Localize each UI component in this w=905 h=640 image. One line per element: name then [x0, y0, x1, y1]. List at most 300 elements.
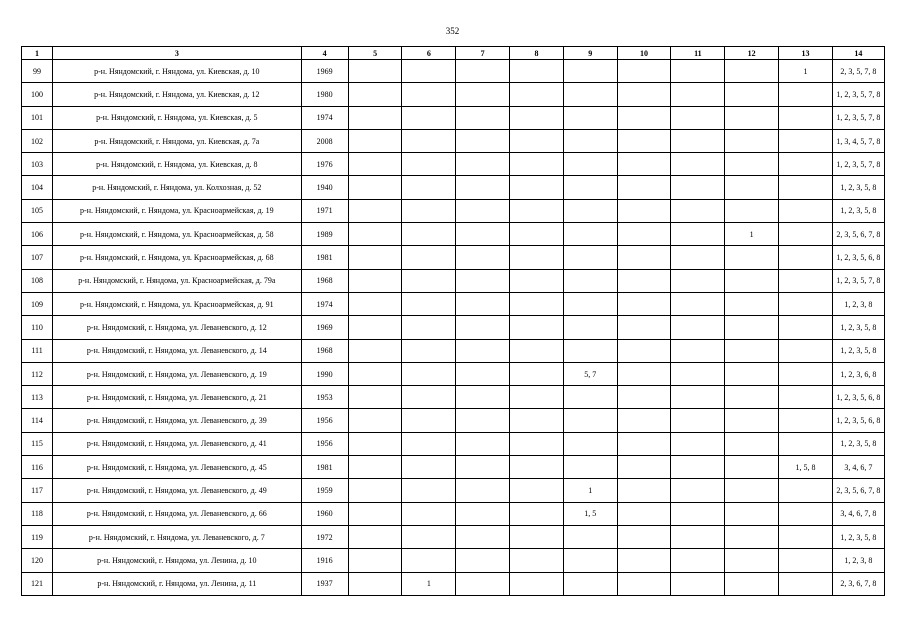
table-cell	[402, 339, 456, 362]
column-header: 4	[301, 47, 348, 60]
table-cell	[617, 316, 671, 339]
row-number-cell: 114	[22, 409, 53, 432]
table-cell	[348, 409, 402, 432]
table-cell	[617, 572, 671, 595]
table-cell	[402, 386, 456, 409]
table-row	[22, 572, 885, 595]
address-cell: р-н. Няндомский, г. Няндома, ул. Ленина, д. 10	[53, 549, 302, 572]
table-cell	[671, 502, 725, 525]
table-cell	[402, 292, 456, 315]
table-row	[22, 292, 885, 315]
table-row	[22, 83, 885, 106]
table-cell	[617, 292, 671, 315]
table-cell	[671, 572, 725, 595]
page-number: 352	[445, 26, 460, 36]
address-cell: р-н. Няндомский, г. Няндома, ул. Леваневского, д. 45	[53, 456, 302, 479]
table-cell	[563, 456, 617, 479]
table-cell	[725, 525, 779, 548]
table-cell	[510, 502, 564, 525]
table-cell	[348, 502, 402, 525]
table-cell	[779, 83, 833, 106]
table-cell	[348, 106, 402, 129]
year-cell: 1953	[301, 386, 348, 409]
table-cell	[348, 199, 402, 222]
table-cell	[725, 572, 779, 595]
table-cell: 2, 3, 5, 6, 7, 8	[832, 223, 884, 246]
row-number-cell: 115	[22, 432, 53, 455]
row-number-cell: 107	[22, 246, 53, 269]
column-header: 1	[22, 47, 53, 60]
table-cell: 1, 2, 3, 5, 8	[832, 316, 884, 339]
table-cell	[671, 129, 725, 152]
table-cell	[563, 525, 617, 548]
table-cell	[402, 409, 456, 432]
column-header: 13	[779, 47, 833, 60]
table-cell	[779, 549, 833, 572]
table-cell	[725, 129, 779, 152]
table-cell	[348, 525, 402, 548]
year-cell: 1981	[301, 246, 348, 269]
year-cell: 1959	[301, 479, 348, 502]
table-cell	[456, 456, 510, 479]
table-cell	[671, 409, 725, 432]
row-number-cell: 104	[22, 176, 53, 199]
table-cell	[671, 432, 725, 455]
table-cell	[456, 292, 510, 315]
building-registry-table	[21, 46, 885, 596]
table-row	[22, 129, 885, 152]
table-cell	[456, 246, 510, 269]
table-cell	[779, 199, 833, 222]
table-cell	[402, 153, 456, 176]
table-cell	[563, 176, 617, 199]
row-number-cell: 108	[22, 269, 53, 292]
table-cell	[402, 246, 456, 269]
table-cell	[671, 153, 725, 176]
table-cell	[725, 246, 779, 269]
table-cell	[617, 83, 671, 106]
table-cell: 1, 5, 8	[779, 456, 833, 479]
table-cell	[456, 83, 510, 106]
row-number-cell: 109	[22, 292, 53, 315]
address-cell: р-н. Няндомский, г. Няндома, ул. Леваневского, д. 21	[53, 386, 302, 409]
year-cell: 1974	[301, 106, 348, 129]
address-cell: р-н. Няндомский, г. Няндома, ул. Леваневского, д. 7	[53, 525, 302, 548]
table-cell	[779, 572, 833, 595]
table-cell	[456, 432, 510, 455]
table-cell	[456, 60, 510, 83]
row-number-cell: 106	[22, 223, 53, 246]
table-cell	[348, 153, 402, 176]
row-number-cell: 102	[22, 129, 53, 152]
table-cell: 1, 2, 3, 5, 8	[832, 199, 884, 222]
address-cell: р-н. Няндомский, г. Няндома, ул. Киевская, д. 5	[53, 106, 302, 129]
table-cell	[510, 60, 564, 83]
table-cell	[563, 153, 617, 176]
address-cell: р-н. Няндомский, г. Няндома, ул. Киевская, д. 12	[53, 83, 302, 106]
year-cell: 1980	[301, 83, 348, 106]
table-cell: 1, 2, 3, 5, 8	[832, 525, 884, 548]
table-cell	[510, 269, 564, 292]
table-cell	[725, 456, 779, 479]
table-cell	[779, 409, 833, 432]
year-cell: 1940	[301, 176, 348, 199]
table-cell	[725, 339, 779, 362]
table-cell	[348, 246, 402, 269]
table-cell	[617, 525, 671, 548]
column-header: 11	[671, 47, 725, 60]
table-cell: 1, 2, 3, 5, 7, 8	[832, 153, 884, 176]
table-cell	[779, 525, 833, 548]
row-number-cell: 101	[22, 106, 53, 129]
address-cell: р-н. Няндомский, г. Няндома, ул. Леваневского, д. 49	[53, 479, 302, 502]
table-cell	[779, 129, 833, 152]
table-cell	[456, 129, 510, 152]
table-cell	[617, 269, 671, 292]
year-cell: 1968	[301, 339, 348, 362]
table-cell	[402, 525, 456, 548]
table-cell	[348, 386, 402, 409]
table-cell	[671, 199, 725, 222]
table-cell	[725, 316, 779, 339]
year-cell: 1971	[301, 199, 348, 222]
table-cell	[510, 549, 564, 572]
table-cell	[510, 339, 564, 362]
table-cell	[402, 456, 456, 479]
table-cell	[779, 246, 833, 269]
table-cell	[510, 409, 564, 432]
table-cell: 1, 2, 3, 5, 7, 8	[832, 83, 884, 106]
table-cell	[779, 176, 833, 199]
table-cell	[563, 199, 617, 222]
table-cell: 2, 3, 5, 6, 7, 8	[832, 479, 884, 502]
table-cell	[348, 129, 402, 152]
table-cell	[456, 269, 510, 292]
table-cell	[510, 432, 564, 455]
table-cell	[348, 549, 402, 572]
table-cell	[617, 386, 671, 409]
table-cell	[725, 549, 779, 572]
table-row	[22, 153, 885, 176]
table-cell	[348, 479, 402, 502]
table-cell	[510, 572, 564, 595]
row-number-cell: 110	[22, 316, 53, 339]
table-cell: 1	[563, 479, 617, 502]
table-cell	[779, 362, 833, 385]
table-cell	[348, 83, 402, 106]
table-cell	[671, 223, 725, 246]
address-cell: р-н. Няндомский, г. Няндома, ул. Ленина, д. 11	[53, 572, 302, 595]
table-cell	[779, 223, 833, 246]
table-cell	[725, 60, 779, 83]
address-cell: р-н. Няндомский, г. Няндома, ул. Красноармейская, д. 91	[53, 292, 302, 315]
address-cell: р-н. Няндомский, г. Няндома, ул. Колхозная, д. 52	[53, 176, 302, 199]
table-cell	[402, 362, 456, 385]
table-cell	[671, 525, 725, 548]
table-cell: 1, 5	[563, 502, 617, 525]
address-cell: р-н. Няндомский, г. Няндома, ул. Киевская, д. 7а	[53, 129, 302, 152]
address-cell: р-н. Няндомский, г. Няндома, ул. Киевская, д. 10	[53, 60, 302, 83]
table-cell: 1, 2, 3, 5, 8	[832, 432, 884, 455]
table-cell	[510, 456, 564, 479]
table-cell	[563, 572, 617, 595]
table-cell	[510, 83, 564, 106]
table-cell	[617, 129, 671, 152]
table-cell	[348, 572, 402, 595]
address-cell: р-н. Няндомский, г. Няндома, ул. Красноармейская, д. 68	[53, 246, 302, 269]
year-cell: 1937	[301, 572, 348, 595]
row-number-cell: 117	[22, 479, 53, 502]
table-cell	[456, 572, 510, 595]
table-cell	[510, 106, 564, 129]
row-number-cell: 99	[22, 60, 53, 83]
table-cell	[725, 83, 779, 106]
table-cell	[402, 129, 456, 152]
table-cell	[456, 549, 510, 572]
table-cell	[510, 362, 564, 385]
table-cell: 1, 2, 3, 6, 8	[832, 362, 884, 385]
table-cell	[671, 549, 725, 572]
table-cell	[725, 479, 779, 502]
table-cell	[617, 456, 671, 479]
table-cell	[456, 386, 510, 409]
year-cell: 2008	[301, 129, 348, 152]
row-number-cell: 119	[22, 525, 53, 548]
table-cell: 1, 2, 3, 5, 8	[832, 339, 884, 362]
table-cell	[779, 153, 833, 176]
table-row	[22, 432, 885, 455]
table-row	[22, 316, 885, 339]
table-cell	[510, 153, 564, 176]
year-cell: 1990	[301, 362, 348, 385]
table-cell	[779, 339, 833, 362]
table-cell	[456, 339, 510, 362]
year-cell: 1916	[301, 549, 348, 572]
year-cell: 1969	[301, 316, 348, 339]
address-cell: р-н. Няндомский, г. Няндома, ул. Леваневского, д. 41	[53, 432, 302, 455]
table-cell	[348, 176, 402, 199]
address-cell: р-н. Няндомский, г. Няндома, ул. Леваневского, д. 14	[53, 339, 302, 362]
year-cell: 1960	[301, 502, 348, 525]
table-row	[22, 549, 885, 572]
table-cell	[348, 456, 402, 479]
table-row	[22, 269, 885, 292]
table-cell	[725, 199, 779, 222]
table-cell	[402, 432, 456, 455]
table-row	[22, 456, 885, 479]
table-cell	[617, 60, 671, 83]
table-cell	[617, 246, 671, 269]
table-cell	[617, 432, 671, 455]
table-row	[22, 106, 885, 129]
address-cell: р-н. Няндомский, г. Няндома, ул. Киевская, д. 8	[53, 153, 302, 176]
year-cell: 1974	[301, 292, 348, 315]
table-cell	[725, 386, 779, 409]
table-cell	[671, 339, 725, 362]
column-header: 8	[510, 47, 564, 60]
table-row	[22, 409, 885, 432]
table-cell	[779, 106, 833, 129]
table-cell	[456, 525, 510, 548]
table-cell	[402, 199, 456, 222]
table-cell	[402, 60, 456, 83]
year-cell: 1981	[301, 456, 348, 479]
table-cell	[563, 246, 617, 269]
table-header-row	[22, 47, 885, 60]
table-cell: 1	[725, 223, 779, 246]
address-cell: р-н. Няндомский, г. Няндома, ул. Леваневского, д. 12	[53, 316, 302, 339]
table-cell	[779, 502, 833, 525]
table-cell	[725, 269, 779, 292]
column-header: 6	[402, 47, 456, 60]
table-cell	[510, 316, 564, 339]
year-cell: 1969	[301, 60, 348, 83]
table-cell	[563, 409, 617, 432]
table-cell	[563, 339, 617, 362]
table-cell	[671, 246, 725, 269]
table-row	[22, 223, 885, 246]
year-cell: 1976	[301, 153, 348, 176]
address-cell: р-н. Няндомский, г. Няндома, ул. Красноармейская, д. 19	[53, 199, 302, 222]
table-cell	[456, 479, 510, 502]
year-cell: 1972	[301, 525, 348, 548]
row-number-cell: 111	[22, 339, 53, 362]
address-cell: р-н. Няндомский, г. Няндома, ул. Красноармейская, д. 79а	[53, 269, 302, 292]
table-cell	[725, 153, 779, 176]
table-cell	[456, 316, 510, 339]
address-cell: р-н. Няндомский, г. Няндома, ул. Леваневского, д. 66	[53, 502, 302, 525]
table-cell	[671, 456, 725, 479]
table-row	[22, 176, 885, 199]
table-cell	[617, 549, 671, 572]
table-cell	[510, 525, 564, 548]
table-cell	[671, 479, 725, 502]
row-number-cell: 120	[22, 549, 53, 572]
table-cell	[779, 316, 833, 339]
table-cell	[725, 409, 779, 432]
table-cell	[671, 292, 725, 315]
table-cell	[510, 292, 564, 315]
table-cell	[617, 502, 671, 525]
table-cell	[510, 129, 564, 152]
table-cell	[563, 223, 617, 246]
table-row	[22, 362, 885, 385]
table-body	[22, 60, 885, 596]
row-number-cell: 116	[22, 456, 53, 479]
table-row	[22, 246, 885, 269]
table-cell	[402, 316, 456, 339]
table-row	[22, 199, 885, 222]
table-cell: 1, 3, 4, 5, 7, 8	[832, 129, 884, 152]
table-cell	[725, 502, 779, 525]
table-cell	[617, 409, 671, 432]
table-cell	[671, 176, 725, 199]
table-cell	[348, 223, 402, 246]
address-cell: р-н. Няндомский, г. Няндома, ул. Леваневского, д. 39	[53, 409, 302, 432]
table-cell	[510, 176, 564, 199]
table-row	[22, 479, 885, 502]
table-cell	[402, 502, 456, 525]
table-cell: 3, 4, 6, 7	[832, 456, 884, 479]
table-cell	[779, 269, 833, 292]
table-cell	[725, 362, 779, 385]
table-cell	[617, 176, 671, 199]
table-cell	[617, 362, 671, 385]
year-cell: 1956	[301, 432, 348, 455]
table-cell	[725, 176, 779, 199]
table-cell	[563, 129, 617, 152]
table-cell	[510, 246, 564, 269]
address-cell: р-н. Няндомский, г. Няндома, ул. Красноармейская, д. 58	[53, 223, 302, 246]
table-cell	[402, 479, 456, 502]
column-header: 5	[348, 47, 402, 60]
table-cell: 1, 2, 3, 5, 7, 8	[832, 106, 884, 129]
year-cell: 1968	[301, 269, 348, 292]
column-header: 7	[456, 47, 510, 60]
table-cell	[671, 83, 725, 106]
table-cell	[456, 176, 510, 199]
table-cell	[617, 339, 671, 362]
table-cell	[671, 362, 725, 385]
row-number-cell: 105	[22, 199, 53, 222]
table-cell	[725, 432, 779, 455]
table-cell: 2, 3, 5, 7, 8	[832, 60, 884, 83]
table-cell	[779, 386, 833, 409]
table-cell: 1, 2, 3, 5, 6, 8	[832, 246, 884, 269]
table-cell: 1, 2, 3, 5, 6, 8	[832, 386, 884, 409]
table-cell: 1, 2, 3, 8	[832, 549, 884, 572]
table-cell	[348, 339, 402, 362]
table-cell	[671, 269, 725, 292]
table-cell	[563, 106, 617, 129]
row-number-cell: 100	[22, 83, 53, 106]
row-number-cell: 118	[22, 502, 53, 525]
row-number-cell: 103	[22, 153, 53, 176]
table-cell: 1, 2, 3, 5, 6, 8	[832, 409, 884, 432]
table-cell	[402, 106, 456, 129]
table-cell	[563, 83, 617, 106]
table-cell	[671, 316, 725, 339]
table-cell	[456, 106, 510, 129]
table-cell	[456, 153, 510, 176]
table-row	[22, 502, 885, 525]
table-cell	[617, 223, 671, 246]
table-row	[22, 60, 885, 83]
table-cell	[348, 292, 402, 315]
table-cell	[563, 60, 617, 83]
address-cell: р-н. Няндомский, г. Няндома, ул. Леваневского, д. 19	[53, 362, 302, 385]
table-cell	[779, 432, 833, 455]
table-cell	[402, 176, 456, 199]
table-cell	[617, 153, 671, 176]
table-cell: 5, 7	[563, 362, 617, 385]
table-cell	[456, 223, 510, 246]
column-header: 14	[832, 47, 884, 60]
table-cell	[402, 269, 456, 292]
table-cell	[510, 199, 564, 222]
table-row	[22, 339, 885, 362]
table-cell	[617, 199, 671, 222]
table-cell	[725, 106, 779, 129]
table-cell: 1	[402, 572, 456, 595]
row-number-cell: 121	[22, 572, 53, 595]
table-cell: 1	[779, 60, 833, 83]
table-cell	[563, 292, 617, 315]
table-cell	[456, 199, 510, 222]
table-cell	[617, 106, 671, 129]
table-cell	[402, 83, 456, 106]
column-header: 12	[725, 47, 779, 60]
